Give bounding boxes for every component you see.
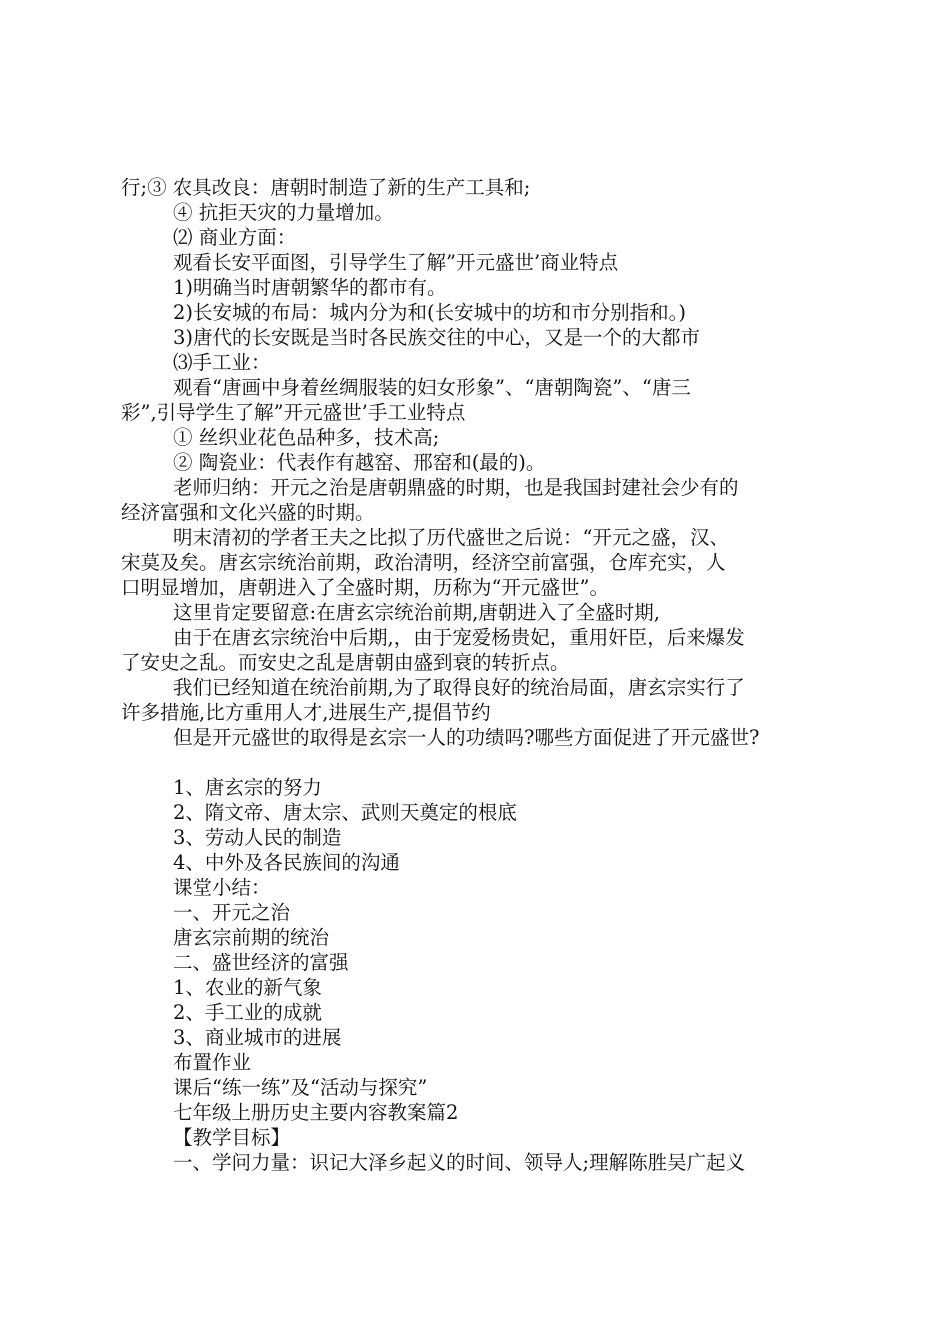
text-line: 经济富强和文化兴盛的时期。 (121, 501, 375, 524)
text-line: ① 丝织业花色品种多，技术高; (173, 426, 440, 449)
text-line: 课堂小结： (173, 876, 271, 899)
blank-line (121, 750, 841, 775)
text-line: 七年级上册历史主要内容教案篇2 (173, 1101, 459, 1124)
text-line: 口明显增加，唐朝进入了全盛时期，历称为“开元盛世”。 (121, 576, 609, 599)
text-line: 4、中外及各民族间的沟通 (173, 851, 400, 874)
text-line: 3、商业城市的进展 (173, 1026, 342, 1049)
text-line: ⑵ 商业方面： (173, 226, 297, 249)
text-line: 一、开元之治 (173, 901, 291, 924)
text-line: 这里肯定要留意:在唐玄宗统治前期,唐朝进入了全盛时期, (173, 601, 660, 624)
text-line: 观看“唐画中身着丝绸服装的妇女形象”、“唐朝陶瓷”、“唐三 (173, 376, 691, 399)
text-line: 宋莫及矣。唐玄宗统治前期，政治清明，经济空前富强，仓库充实，人 (121, 551, 726, 574)
text-line: 2、隋文帝、唐太宗、武则天奠定的根底 (173, 801, 517, 824)
text-line: 1、唐玄宗的努力 (173, 776, 322, 799)
text-line: 【教学目标】 (173, 1126, 291, 1149)
text-line: 明末清初的学者王夫之比拟了历代盛世之后说：“开元之盛，汉、 (173, 526, 729, 549)
text-line: 了安史之乱。而安史之乱是唐朝由盛到衰的转折点。 (121, 651, 570, 674)
text-line: ④ 抗拒天灾的力量增加。 (173, 201, 394, 224)
text-line: 行;③ 农具改良：唐朝时制造了新的生产工具和; (121, 176, 531, 199)
text-line: 2)长安城的布局：城内分为和(长安城中的坊和市分别指和。) (173, 301, 686, 324)
text-line: 2、手工业的成就 (173, 1001, 322, 1024)
text-line: ⑶手工业： (173, 351, 271, 374)
text-line: 唐玄宗前期的统治 (173, 926, 330, 949)
text-line: 二、盛世经济的富强 (173, 951, 349, 974)
text-line: 课后“练一练”及“活动与探究” (173, 1076, 428, 1099)
text-line: 老师归纳：开元之治是唐朝鼎盛的时期，也是我国封建社会少有的 (173, 476, 739, 499)
text-line: 彩”,引导学生了解”开元盛世’手工业特点 (121, 401, 466, 424)
text-line: 一、学问力量：识记大泽乡起义的时间、领导人;理解陈胜吴广起义 (173, 1151, 746, 1174)
text-line: ② 陶瓷业：代表作有越窑、邢窑和(最的)。 (173, 451, 546, 474)
text-line: 3、劳动人民的制造 (173, 826, 342, 849)
text-line: 1、农业的新气象 (173, 976, 322, 999)
text-line: 1)明确当时唐朝繁华的都市有。 (173, 276, 447, 299)
text-line: 由于在唐玄宗统治中后期,，由于宠爱杨贵妃，重用奸臣，后来爆发 (173, 626, 745, 649)
document-body (121, 175, 841, 1175)
text-line: 但是开元盛世的取得是玄宗一人的功绩吗?哪些方面促进了开元盛世? (173, 726, 760, 749)
text-line: 布置作业 (173, 1051, 252, 1074)
text-line: 我们已经知道在统治前期,为了取得良好的统治局面，唐玄宗实行了 (173, 676, 745, 699)
text-line: 3)唐代的长安既是当时各民族交往的中心，又是一个的大都市 (173, 326, 701, 349)
text-line: 许多措施,比方重用人才,进展生产,提倡节约 (121, 701, 491, 724)
text-line: 观看长安平面图，引导学生了解”开元盛世’商业特点 (173, 251, 619, 274)
